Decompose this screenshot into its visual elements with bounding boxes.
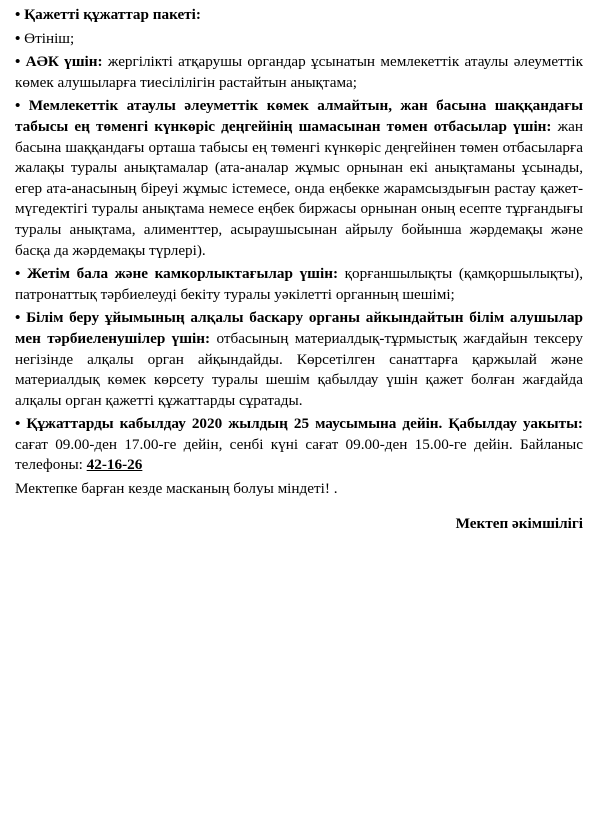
bullet-icon: •: [15, 415, 21, 433]
application-item: • Өтініш;: [15, 29, 75, 47]
signature: Мектеп әкімшілігі: [455, 514, 583, 532]
bullet-icon: •: [15, 29, 21, 47]
deadline-heading: Құжаттарды кабылдау 2020 жылдың 25 маусымына дейін.: [26, 415, 443, 433]
aak-item: • АӘК үшін: жергілікті атқарушы органдар ұсынатын мемлекеттік атаулы әлеуметтік көмек алушыларға тиесілілігін растайтын анықтама;: [15, 53, 583, 91]
phone-number: 42-16-26: [86, 456, 143, 474]
bullet-icon: •: [15, 53, 21, 71]
document-page: [15, 5, 583, 534]
orphans-item: • Жетім бала және камкорлыктағылар үшін: қорғаншылықты (қамқоршылықты), патронаттық тәрбиелеуді бекіту туралы уәкілетті органның шешімі;: [15, 265, 583, 303]
documents-package-heading: • Қажетті құжаттар пакеті:: [15, 6, 201, 23]
hours-text: сағат 09.00-ден 17.00-ге дейін, сенбі күні сағат 09.00-ден 15.00-ге дейін. Байланыс телефоны:: [15, 435, 583, 474]
bullet-icon: •: [15, 6, 21, 23]
mask-note: Мектепке барған кезде масканың болуы міндеті! .: [15, 480, 338, 498]
hours-label: Қабылдау уакыты:: [448, 415, 583, 433]
bullet-icon: •: [15, 97, 21, 115]
collegial-body-item: • Білім беру ұйымының алқалы баскару органы айкындайтын білім алушылар мен тәрбиеленушілер үшін: отбасының материалдық-тұрмыстық жағдайын тексеру негізінде алқалы орган айқындайды. Көрсетілген санаттарға қаржылай және материалдық көмек көрсету туралы шешім қабылдау үшін қажет болған жағдайда алқалы орган қажетті құжаттарды сұратады.: [15, 309, 583, 409]
bullet-icon: •: [15, 309, 21, 327]
low-income-families-item: • Мемлекеттік атаулы әлеуметтік көмек алмайтын, жан басына шаққандағы табысы ең төменгі күнкөріс деңгейінің шамасынан төмен отбасылар үшін: жан басына шаққандағы орташа табысы ең төменгі күнкөріс деңгейінен төмен отбасыларға жалақы туралы анықтамалар (ата-аналар жұмыс орнынан екі анықтаманы ұсынады, егер ата-анасының біреуі жұмыс істемесе, онда еңбекке жарамсыздығын растау қажет-мүгедектігі туралы анықтама немесе еңбек биржасы орнынан оның есепте тұрғандығы туралы анықтама, алименттер, асыраушысынан айрылу бойынша жәрдемақы және басқа да жәрдемақы түрлері).: [15, 97, 584, 259]
bullet-icon: •: [15, 265, 21, 283]
deadline-item: [15, 414, 583, 476]
